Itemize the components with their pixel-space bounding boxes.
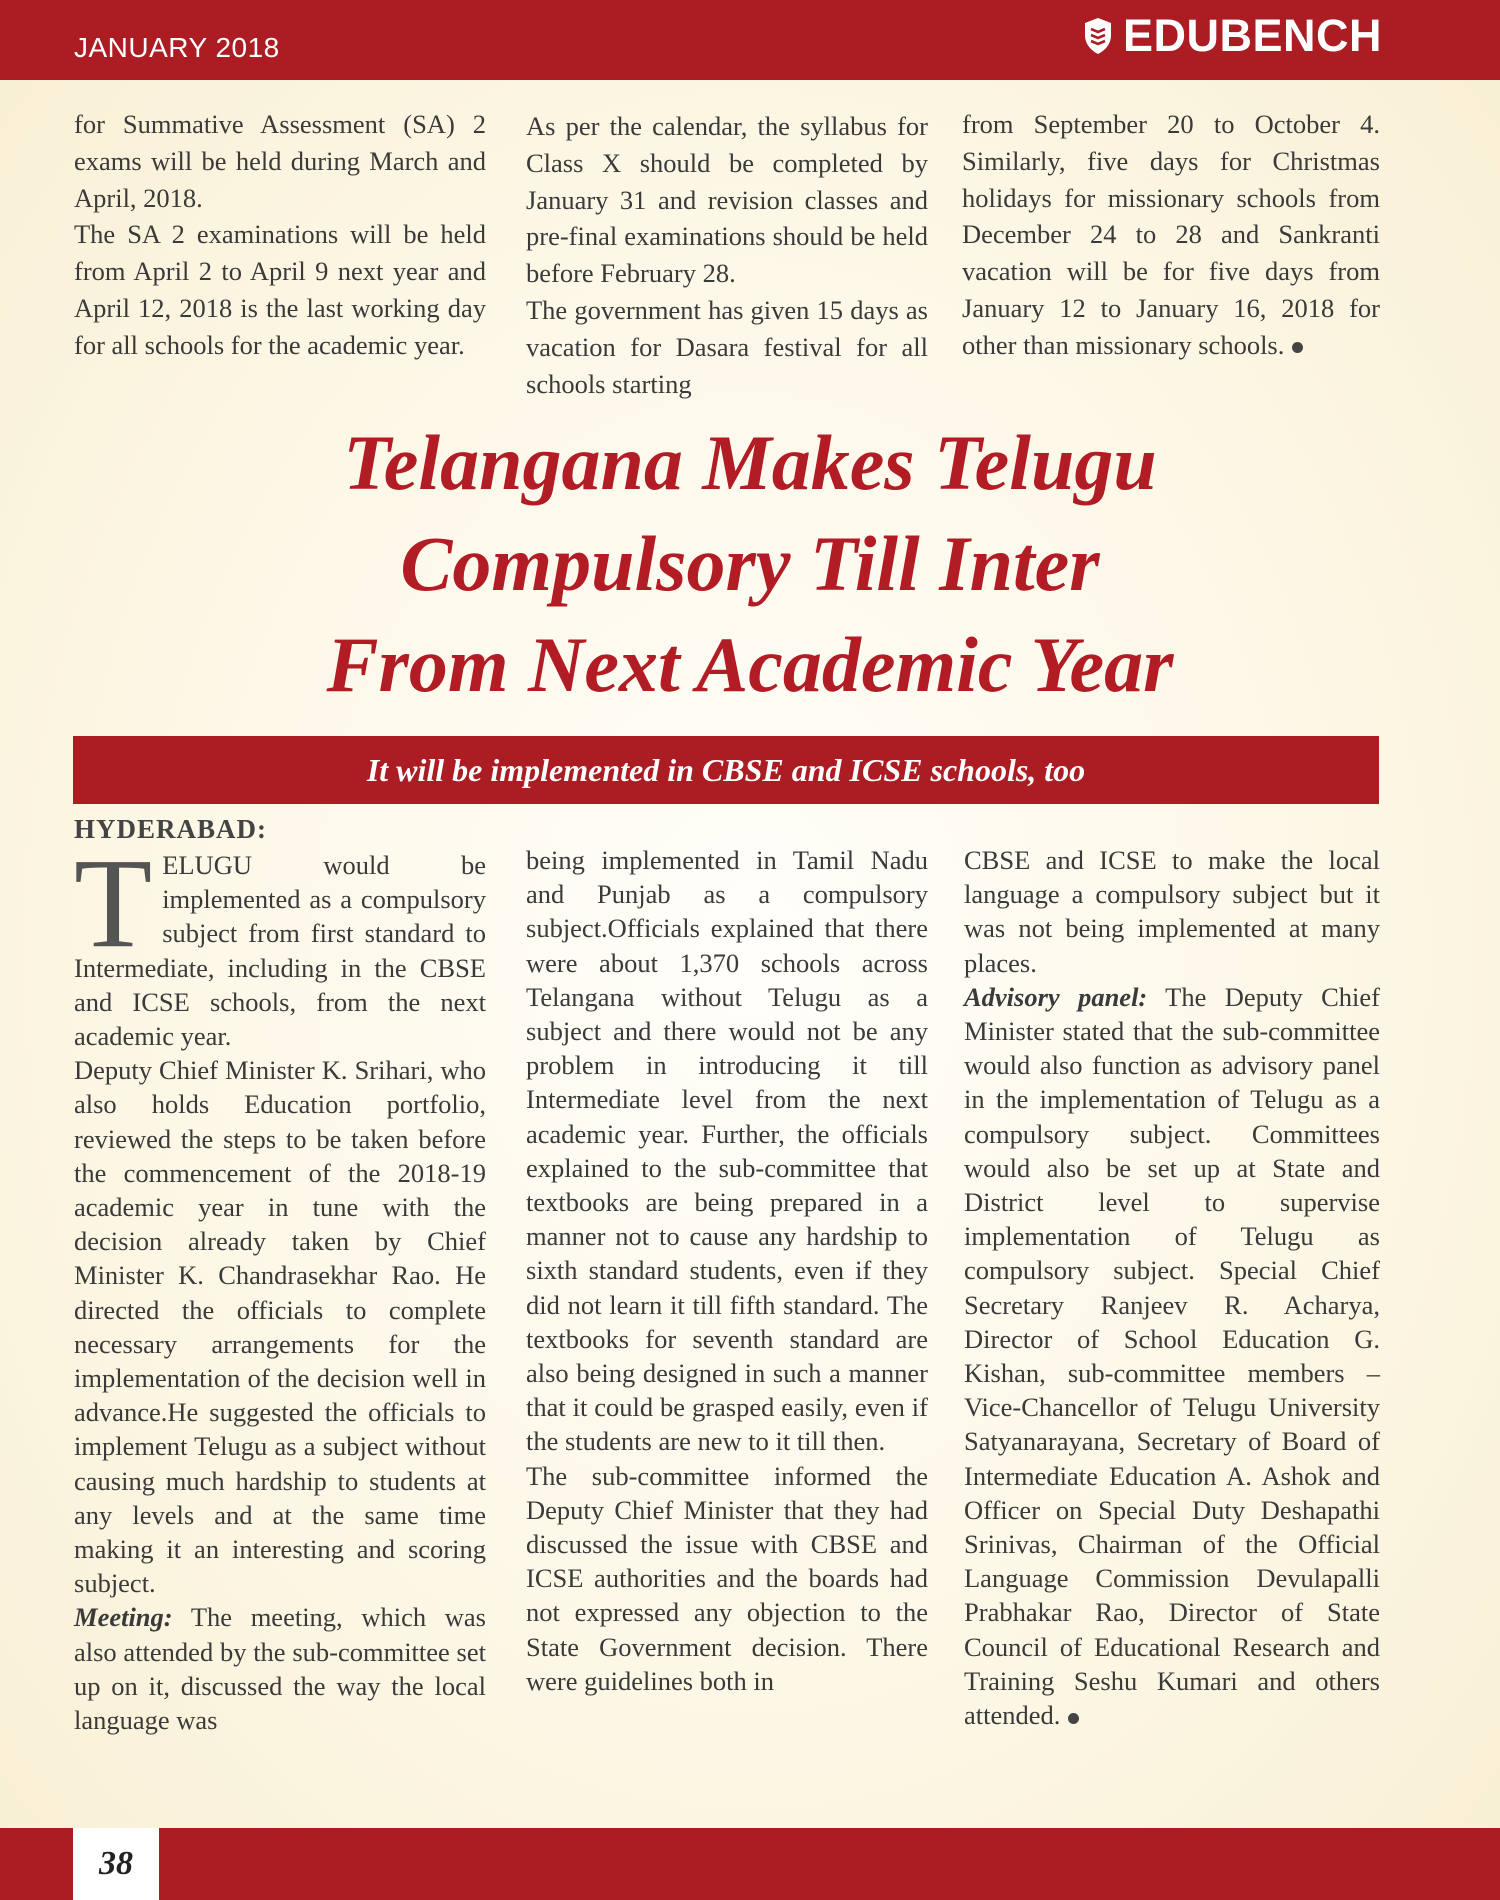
article-column-1-paragraph-2: Deputy Chief Minister K. Srihari, who also holds Education portfolio, reviewed the steps to be taken before the commencement of the 2018-19 academic year in tune with the decision already taken by Chief Minister K. Chandrasekhar Rao. He directed the officials to complete necessary arrangements for the implementation of the decision well in advance.He suggested the officials to implement Telugu as a subject without causing much hardship to students at any levels and at the same time making it an interesting and scoring subject. — [74, 1055, 486, 1599]
headline-line-1: Telangana Makes Telugu — [343, 419, 1157, 506]
article-column-1-paragraph-3: Meeting: The meeting, which was also attended by the sub-committee set up on it, discussed the way the local language was — [74, 1602, 486, 1736]
meeting-lead: Meeting: — [74, 1602, 173, 1633]
article-column-3 — [964, 843, 1380, 1732]
article-column-1 — [74, 832, 486, 1737]
drop-cap: T — [74, 832, 153, 974]
article-headline — [60, 412, 1440, 715]
end-mark-icon — [1068, 1713, 1079, 1724]
article-column-2-paragraph-2: The sub-committee informed the Deputy Chief Minister that they had discussed the issue with CBSE and ICSE authorities and the boards had not expressed any objection to the State Government decision. There were guidelines both in — [526, 1460, 928, 1696]
issue-date: JANUARY 2018 — [74, 32, 280, 63]
headline-line-2: Compulsory Till Inter — [400, 520, 1100, 607]
subheadline: It will be implemented in CBSE and ICSE schools, too — [366, 751, 1086, 788]
end-mark-icon — [1292, 342, 1303, 353]
top-column-1-paragraph-1: for Summative Assessment (SA) 2 exams will be held during March and April, 2018. — [74, 109, 486, 213]
article-column-3-paragraph-1: CBSE and ICSE to make the local language a compulsory subject but it was not being implemented at many places. — [964, 845, 1380, 978]
article-column-2-paragraph-1: being implemented in Tamil Nadu and Punjab as a compulsory subject.Officials explained that there were about 1,370 schools across Telangana without Telugu as a subject and there would not be any problem in introducing it till Intermediate level from the next academic year. Further, the officials explained to the sub-committee that textbooks are being prepared in a manner not to cause any hardship to sixth standard students, even if they did not learn it till fifth standard. The textbooks for seventh standard are also being designed in such a manner that it could be grasped easily, even if the students are new to it till then. — [526, 845, 928, 1457]
dateline: HYDERABAD: — [74, 814, 268, 844]
top-column-2-paragraph-2: The government has given 15 days as vacation for Dasara festival for all schools starting — [526, 294, 928, 399]
top-column-2-paragraph-1: As per the calendar, the syllabus for Class X should be completed by January 31 and revision classes and pre-final examinations should be held before February 28. — [526, 111, 928, 289]
subheadline-bar — [73, 736, 1379, 804]
page-number: 38 — [73, 1828, 159, 1900]
footer-bar — [0, 1828, 1500, 1900]
top-column-3 — [962, 106, 1380, 364]
top-column-1 — [74, 106, 486, 364]
headline-line-3: From Next Academic Year — [326, 621, 1174, 708]
brand-logo — [1083, 10, 1382, 62]
advisory-panel-lead: Advisory panel: — [964, 981, 1148, 1012]
article-column-1-paragraph-1: TELUGU would be implemented as a compulsory subject from first standard to Intermediate, including in the CBSE and ICSE schools, from the next academic year. — [74, 832, 486, 1052]
top-column-1-paragraph-2: The SA 2 examinations will be held from April 2 to April 9 next year and April 12, 2018 is the last working day for all schools for the academic year. — [74, 219, 486, 360]
article-column-3-paragraph-2: Advisory panel: The Deputy Chief Minister stated that the sub-committee would also function as advisory panel in the implementation of Telugu as a compulsory subject. Committees would also be set up at State and District level to supervise implementation of Telugu as compulsory subject. Special Chief Secretary Ranjeev R. Acharya, Director of School Education G. Kishan, sub-committee members – Vice-Chancellor of Telugu University Satyanarayana, Secretary of Board of Intermediate Education A. Ashok and Officer on Special Duty Deshapathi Srinivas, Chairman of the Official Language Commission Devulapalli Prabhakar Rao, Director of State Council of Educational Research and Training Seshu Kumari and others attended. — [964, 981, 1381, 1731]
article-column-2 — [526, 843, 928, 1698]
top-column-3-paragraph-1: from September 20 to October 4. Similarly, five days for Christmas holidays for missionary schools from December 24 to 28 and Sankranti vacation will be for five days from January 12 to January 16, 2018 for other than missionary schools. — [962, 109, 1380, 360]
top-column-2 — [526, 108, 928, 402]
brand-name: EDUBENCH — [1122, 10, 1382, 61]
shield-logo-icon — [1083, 17, 1113, 55]
